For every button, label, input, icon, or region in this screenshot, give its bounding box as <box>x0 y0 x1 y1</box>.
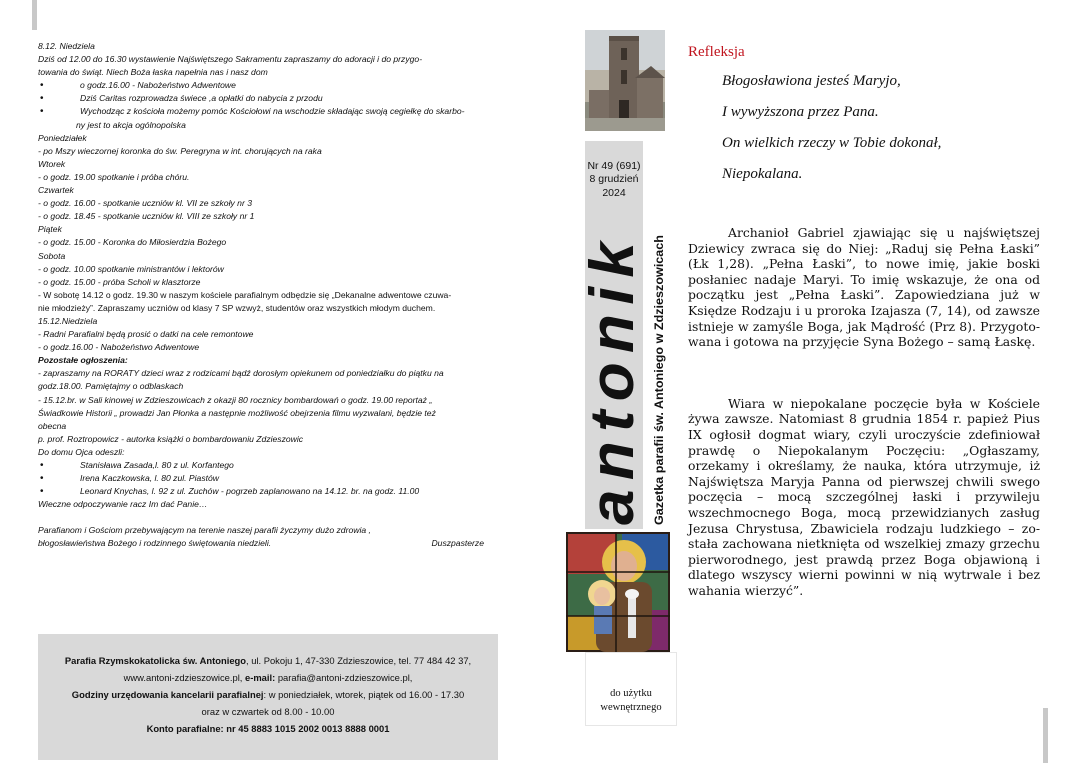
internal-use-label <box>585 652 677 726</box>
reflection-paragraph-1: Archanioł Gabriel zjawiając się u najświętszej Dziewicy zwraca się do Niej: „Raduj się Pełna Łaski” (Łk 1,28). „Pełna Łaski”, to nowe imię, jakie boski posłaniec nadaje Maryi. To imię wskazuje, że ona od początku jest „Pełna Łaski”. Zapowiedziana już w Księdze Rodzaju i u proroka Izajasza (7, 14), od zawsze istnieje w zamyśle Boga, jak Mądrość (Prz 8). Przygotowana i gotowa na przyjęcie Syna Bożego – samą Łaskę. <box>688 225 1040 350</box>
internal-use-line-2: wewnętrznego <box>600 702 662 713</box>
stained-glass-saint-image <box>566 532 670 652</box>
reflection-body <box>688 225 1040 598</box>
poem-line: Niepokalana. <box>722 166 803 182</box>
parish-contact-box <box>38 634 498 760</box>
saturday-item: - o godz. 10.00 spotkanie ministrantów i lektorów <box>38 263 224 274</box>
poem-line: On wielkich rzeczy w Tobie dokonał, <box>722 135 942 151</box>
signature: Duszpasterze <box>431 538 484 549</box>
reflection-poem <box>722 68 941 192</box>
contact-line-3 <box>38 686 498 703</box>
thursday-item: - o godz. 18.45 - spotkanie uczniów kl. VIII ze szkoły nr 1 <box>38 211 255 222</box>
greeting-line-1: Parafianom i Gościom przebywającym na terenie naszej parafii życzymy dużo zdrowia , <box>38 525 371 536</box>
reflection-title: Refleksja <box>688 44 745 60</box>
office-hours-2: oraz w czwartek od 8.00 - 10.00 <box>201 706 335 717</box>
other-heading: Pozostałe ogłoszenia: <box>38 355 128 366</box>
parish-website: www.antoni-zdzieszowice.pl, <box>123 672 245 683</box>
other-item: godz.18.00. Pamiętajmy o odblaskach <box>38 381 184 392</box>
greeting-line-2: błogosławieństwa Bożego i rodzinnego świętowania niedzieli. <box>38 538 272 549</box>
poem-line: I wywyższona przez Pana. <box>722 104 879 120</box>
tuesday-heading: Wtorek <box>38 158 66 169</box>
next-sunday-item: - Radni Parafialni będą prosić o datki na cele remontowe <box>38 329 254 340</box>
monday-heading: Poniedziałek <box>38 132 87 143</box>
bank-account: Konto parafialne: nr 45 8883 1015 2002 0013 8888 0001 <box>146 723 390 734</box>
deceased-item: • Leonard Knychas, l. 92 z ul. Zuchów - pogrzeb zaplanowano na 14.12. br. na godz. 11.00 <box>38 485 500 498</box>
issue-number: Nr 49 (691) <box>587 160 641 172</box>
newsletter-title: antonik <box>578 241 647 525</box>
newsletter-subtitle: Gazetka parafii św. Antoniego w Zdzieszowicach <box>654 260 666 525</box>
masthead-title <box>565 229 673 528</box>
internal-use-line-1: do użytku <box>610 688 652 699</box>
saturday-note-line-1: - W sobotę 14.12 o godz. 19.30 w naszym kościele parafialnym odbędzie się „Dekanalne adwentowe czuwa- <box>38 289 452 300</box>
page-edge-left <box>32 0 37 30</box>
saturday-item: - o godz. 15.00 - próba Scholi w klasztorze <box>38 276 201 287</box>
saturday-heading: Sobota <box>38 250 66 261</box>
list-item: • o godz.16.00 - Nabożeństwo Adwentowe <box>38 79 500 92</box>
issue-year: 2024 <box>602 186 626 199</box>
email-label: e-mail: <box>245 672 276 683</box>
deceased-item: • Irena Kaczkowska, l. 80 zul. Piastów <box>38 472 500 485</box>
other-item: obecna <box>38 420 67 431</box>
monday-item: - po Mszy wieczornej koronka do św. Peregryna w int. chorujących na raka <box>38 145 322 156</box>
issue-info <box>585 160 643 200</box>
next-sunday-heading: 15.12.Niedziela <box>38 315 98 326</box>
other-item: p. prof. Roztropowicz - autorka książki o bombardowaniu Zdzieszowic <box>38 433 304 444</box>
list-item-continuation: ny jest to akcja ogólnopolska <box>76 119 186 130</box>
next-sunday-item: - o godz.16.00 - Nabożeństwo Adwentowe <box>38 342 200 353</box>
other-item: - zapraszamy na RORATY dzieci wraz z rodzicami bądź dorosłym opiekunem od poniedziałku do piątku na <box>38 368 444 379</box>
parish-name: Parafia Rzymskokatolicka św. Antoniego <box>64 655 246 666</box>
eternal-rest: Wieczne odpoczywanie racz Im dać Panie… <box>38 499 208 510</box>
parish-address: , ul. Pokoju 1, 47-330 Zdzieszowice, tel. 77 484 42 37, <box>246 655 472 666</box>
page-edge-right <box>1043 708 1048 763</box>
sunday-heading: 8.12. Niedziela <box>38 41 95 51</box>
deceased-item: • Stanisława Zasada,l. 80 z ul. Korfantego <box>38 459 500 472</box>
greeting-row <box>38 537 500 550</box>
other-item: Świadkowie Historii „ prowadzi Jan Płonka a następnie możliwość obejrzenia filmu wyzwalani, będzie też <box>38 407 436 418</box>
list-item: • Dziś Caritas rozprowadza świece ,a opłatki do nabycia z przodu <box>38 92 500 105</box>
parish-email: parafia@antoni-zdzieszowice.pl, <box>275 672 413 683</box>
friday-item: - o godz. 15.00 - Koronka do Miłosierdzia Bożego <box>38 237 227 248</box>
intro-line-2: towania do świąt. Niech Boża łaska napełnia nas i nasz dom <box>38 67 268 78</box>
announcements-column <box>38 40 500 551</box>
deceased-heading: Do domu Ojca odeszli: <box>38 446 125 457</box>
contact-line-2 <box>38 669 498 686</box>
issue-date: 8 grudzień <box>589 173 639 186</box>
church-photo <box>585 30 665 131</box>
tuesday-item: - o godz. 19.00 spotkanie i próba chóru. <box>38 171 190 182</box>
office-hours: : w poniedziałek, wtorek, piątek od 16.00 - 17.30 <box>263 689 465 700</box>
saturday-note-line-2: nie młodzieży”. Zapraszamy uczniów od klasy 7 SP wzwyż, studentów oraz wszystkich młodym duchem. <box>38 302 436 313</box>
reflection-paragraph-2: Wiara w niepokalane poczęcie była w Kościele żywa zawsze. Natomiast 8 grudnia 1854 r. papież Pius IX ogłosił dogmat wiary, czyli uroczyście zdefiniował prawdę o Niepokalanym Poczęciu: „Ogłaszamy, orzekamy i określamy, że nauka, która utrzymuje, iż Najświętsza Maryja Panna od pierwszej chwili swego poczęcia – mocą szczególnej łaski i przywileju wszechmocnego Boga, mocą przewidzianych zasług Jezusa Chrystusa, Zbawiciela rodzaju ludzkiego – została zachowana nietknięta od wszelkiej zmazy grzechu pierworodnego, jest prawdą przez Boga objawioną i dlatego wszyscy wierni powinni w nią wytrwale i bez wahania wierzyć”. <box>688 395 1040 598</box>
other-item: - 15.12.br. w Sali kinowej w Zdzieszowicach z okazji 80 rocznicy bombardowań o godz. 19.00 reportaż „ <box>38 394 433 405</box>
hours-label: Godziny urzędowania kancelarii parafialnej <box>71 689 264 700</box>
list-item: • Wychodząc z kościoła możemy pomóc Kościołowi na wschodzie składając swoją cegiełkę do skarbo- <box>38 105 500 118</box>
thursday-heading: Czwartek <box>38 185 74 196</box>
poem-line: Błogosławiona jesteś Maryjo, <box>722 73 901 89</box>
thursday-item: - o godz. 16.00 - spotkanie uczniów kl. VII ze szkoły nr 3 <box>38 198 252 209</box>
intro-line-1: Dziś od 12.00 do 16.30 wystawienie Najświętszego Sakramentu zapraszamy do adoracji i do przygo- <box>38 54 423 65</box>
friday-heading: Piątek <box>38 224 62 235</box>
contact-line-1 <box>38 652 498 669</box>
